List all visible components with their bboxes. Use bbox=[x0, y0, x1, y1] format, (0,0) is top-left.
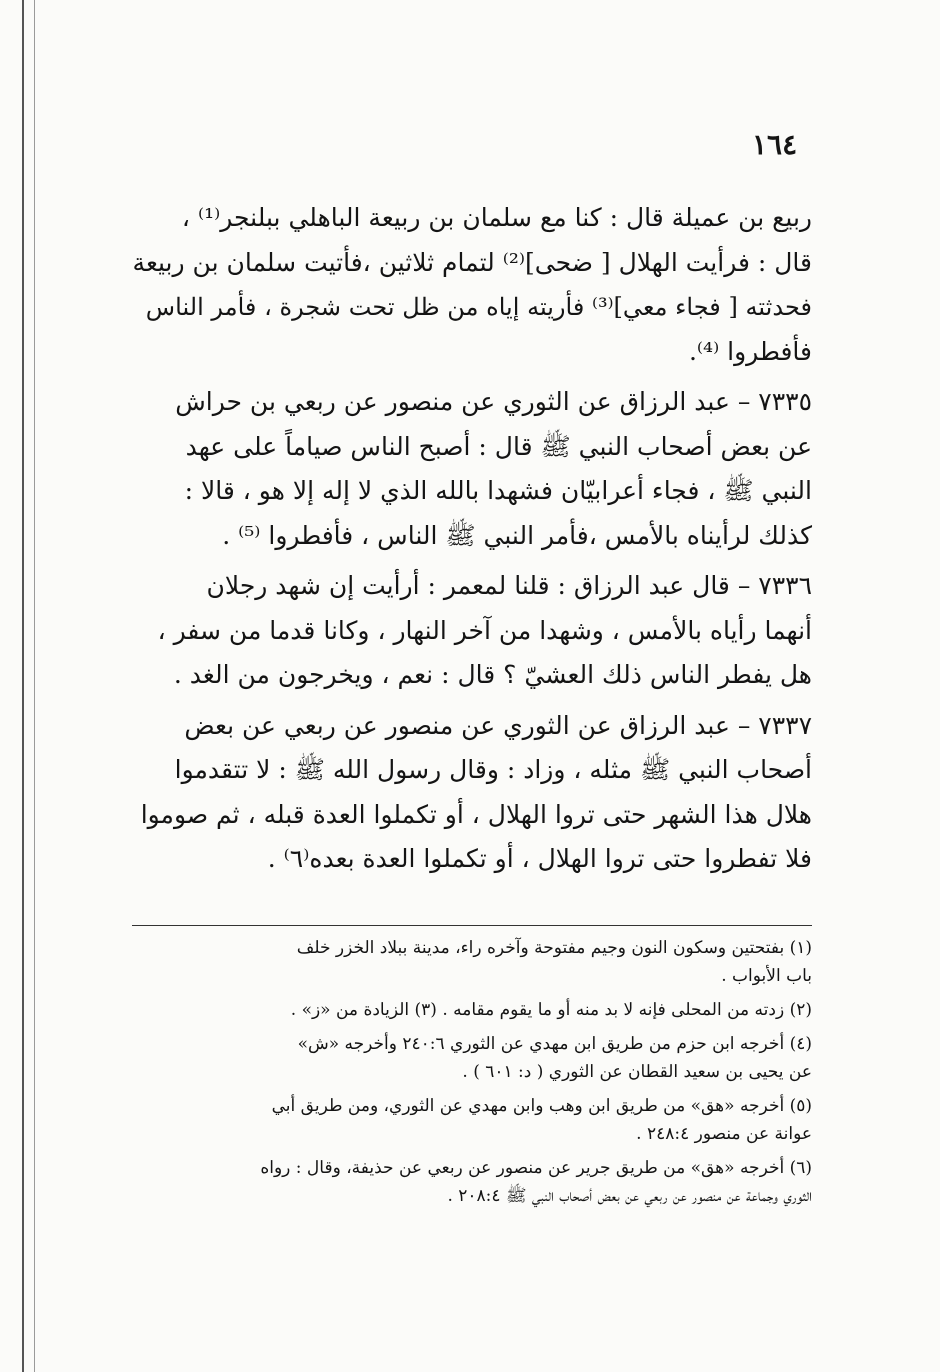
hadith-7336 bbox=[132, 564, 812, 698]
footnote-5 bbox=[132, 1092, 812, 1148]
footnote-line: عن يحيى بن سعيد القطان عن الثوري ( د: ٦٠١ ) . bbox=[462, 1062, 812, 1082]
text-line: هلال هذا الشهر حتى تروا الهلال ، أو تكملوا العدة قبله ، ثم صوموا bbox=[140, 799, 812, 829]
text-line: النبي ﷺ ، فجاء أعرابيّان فشهدا بالله الذي لا إله إلا هو ، قالا : bbox=[184, 476, 812, 505]
footnote-1 bbox=[132, 934, 812, 990]
paragraph-1 bbox=[132, 196, 812, 374]
footnote-4 bbox=[132, 1030, 812, 1086]
footnote-separator bbox=[132, 925, 812, 926]
footnote-line: الثوري وجماعة عن منصور عن ربعي عن بعض أصحاب النبي ﷺ ٢٠٨:٤ . bbox=[447, 1186, 812, 1206]
footnote-6 bbox=[132, 1154, 812, 1210]
text-line: ٧٣٣٦ – قال عبد الرزاق : قلنا لمعمر : أرأيت إن شهد رجلان bbox=[206, 571, 812, 600]
book-binding-edge-inner bbox=[34, 0, 35, 1372]
footnotes bbox=[132, 934, 812, 1216]
text-line: ربيع بن عميلة قال : كنا مع سلمان بن ربيعة الباهلي ببلنجر⁽¹⁾ ، bbox=[181, 203, 812, 232]
hadith-7335 bbox=[132, 380, 812, 558]
footnote-line: (٥) أخرجه «هق» من طريق ابن وهب وابن مهدي عن الثوري، ومن طريق أبي bbox=[271, 1096, 812, 1116]
page-number: ١٦٤ bbox=[752, 128, 798, 161]
text-line: أنهما رأياه بالأمس ، وشهدا من آخر النهار ، وكانا قدما من سفر ، bbox=[157, 615, 812, 645]
footnote-line: (٤) أخرجه ابن حزم من طريق ابن مهدي عن الثوري ٢٤٠:٦ وأخرجه «ش» bbox=[297, 1034, 812, 1054]
footnote-line: (١) بفتحتين وسكون النون وجيم مفتوحة وآخره راء، مدينة ببلاد الخزر خلف bbox=[296, 938, 812, 958]
text-line: كذلك لرأيناه بالأمس ،فأمر النبي ﷺ الناس ، فأفطروا ⁽⁵⁾ . bbox=[222, 520, 812, 550]
footnote-line: باب الأبواب . bbox=[721, 966, 812, 986]
text-line: هل يفطر الناس ذلك العشيّ ؟ قال : نعم ، ويخرجون من الغد . bbox=[173, 660, 812, 689]
footnote-line: عوانة عن منصور ٢٤٨:٤ . bbox=[636, 1124, 812, 1144]
footnote-line: (٢) زدته من المحلى فإنه لا بد منه أو ما يقوم مقامه . (٣) الزيادة من «ز» . bbox=[290, 1000, 812, 1020]
text-line: فلا تفطروا حتى تروا الهلال ، أو تكملوا العدة بعده⁽٦⁾ . bbox=[267, 844, 812, 873]
text-line: أصحاب النبي ﷺ مثله ، وزاد : وقال رسول الله ﷺ : لا تتقدموا bbox=[174, 755, 812, 784]
text-line: قال : فرأيت الهلال [ ضحى]⁽²⁾ لتمام ثلاثين ،فأتيت سلمان بن ربيعة bbox=[132, 247, 812, 277]
footnote-line: (٦) أخرجه «هق» من طريق جرير عن منصور عن ربعي عن حذيفة، وقال : رواه bbox=[260, 1158, 812, 1178]
hadith-7337 bbox=[132, 704, 812, 882]
text-line: فحدثته [ فجاء معي]⁽³⁾ فأريته إياه من ظل تحت شجرة ، فأمر الناس bbox=[145, 293, 812, 321]
text-line: ٧٣٣٧ – عبد الرزاق عن الثوري عن منصور عن ربعي عن بعض bbox=[184, 710, 812, 740]
text-line: فأفطروا ⁽⁴⁾. bbox=[688, 336, 812, 366]
text-line: عن بعض أصحاب النبي ﷺ قال : أصبح الناس صياماً على عهد bbox=[185, 431, 812, 461]
text-line: ٧٣٣٥ – عبد الرزاق عن الثوري عن منصور عن ربعي بن حراش bbox=[175, 387, 812, 416]
book-binding-edge bbox=[22, 0, 24, 1372]
main-text bbox=[132, 196, 812, 888]
footnote-2-3 bbox=[132, 996, 812, 1024]
